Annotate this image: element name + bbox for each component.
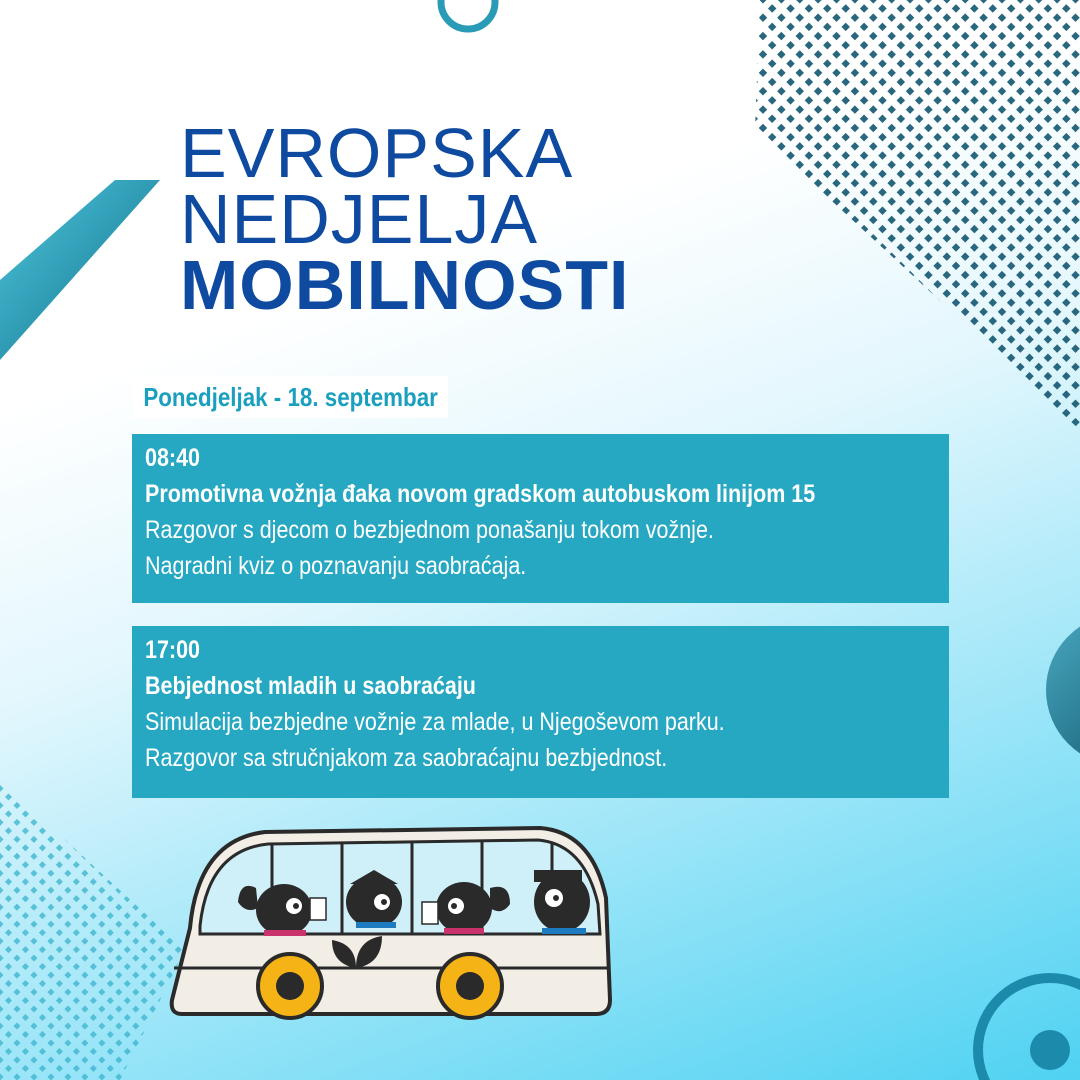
page-title [180, 114, 630, 324]
event-card [132, 626, 949, 798]
date-badge: Ponedjeljak - 18. septembar [133, 376, 448, 418]
event-title: Promotivna vožnja đaka novom gradskom autobuskom linijom 15 [145, 480, 816, 508]
ring-decoration-bottom-right-inner [1030, 1030, 1070, 1070]
event-title: Bebjednost mladih u saobraćaju [145, 672, 476, 700]
ring-decoration-top [441, 0, 495, 29]
title-line-1: EVROPSKA [180, 114, 574, 192]
bus-with-children-illustration [160, 818, 620, 1048]
title-line-3: MOBILNOSTI [180, 246, 630, 324]
event-time: 08:40 [145, 444, 200, 472]
event-description-line: Razgovor sa stručnjakom za saobraćajnu bezbjednost. [145, 744, 668, 772]
event-description-line: Simulacija bezbjedne vožnje za mlade, u Njegoševom parku. [145, 708, 725, 736]
halftone-pattern-top-right [755, 0, 1080, 430]
ring-decoration-bottom-right-outer [978, 978, 1080, 1080]
event-card [132, 434, 949, 603]
title-line-2: NEDJELJA [180, 180, 539, 258]
event-description-line: Razgovor s djecom o bezbjednom ponašanju tokom vožnje. [145, 516, 714, 544]
event-description-line: Nagradni kviz o poznavanju saobraćaja. [145, 552, 527, 580]
wheel-rear [438, 954, 502, 1018]
diagonal-stripe-left [0, 180, 160, 360]
wheel-front [258, 954, 322, 1018]
half-circle-right [1046, 614, 1080, 766]
event-time: 17:00 [145, 636, 200, 664]
halftone-pattern-bottom-left [0, 780, 185, 1080]
